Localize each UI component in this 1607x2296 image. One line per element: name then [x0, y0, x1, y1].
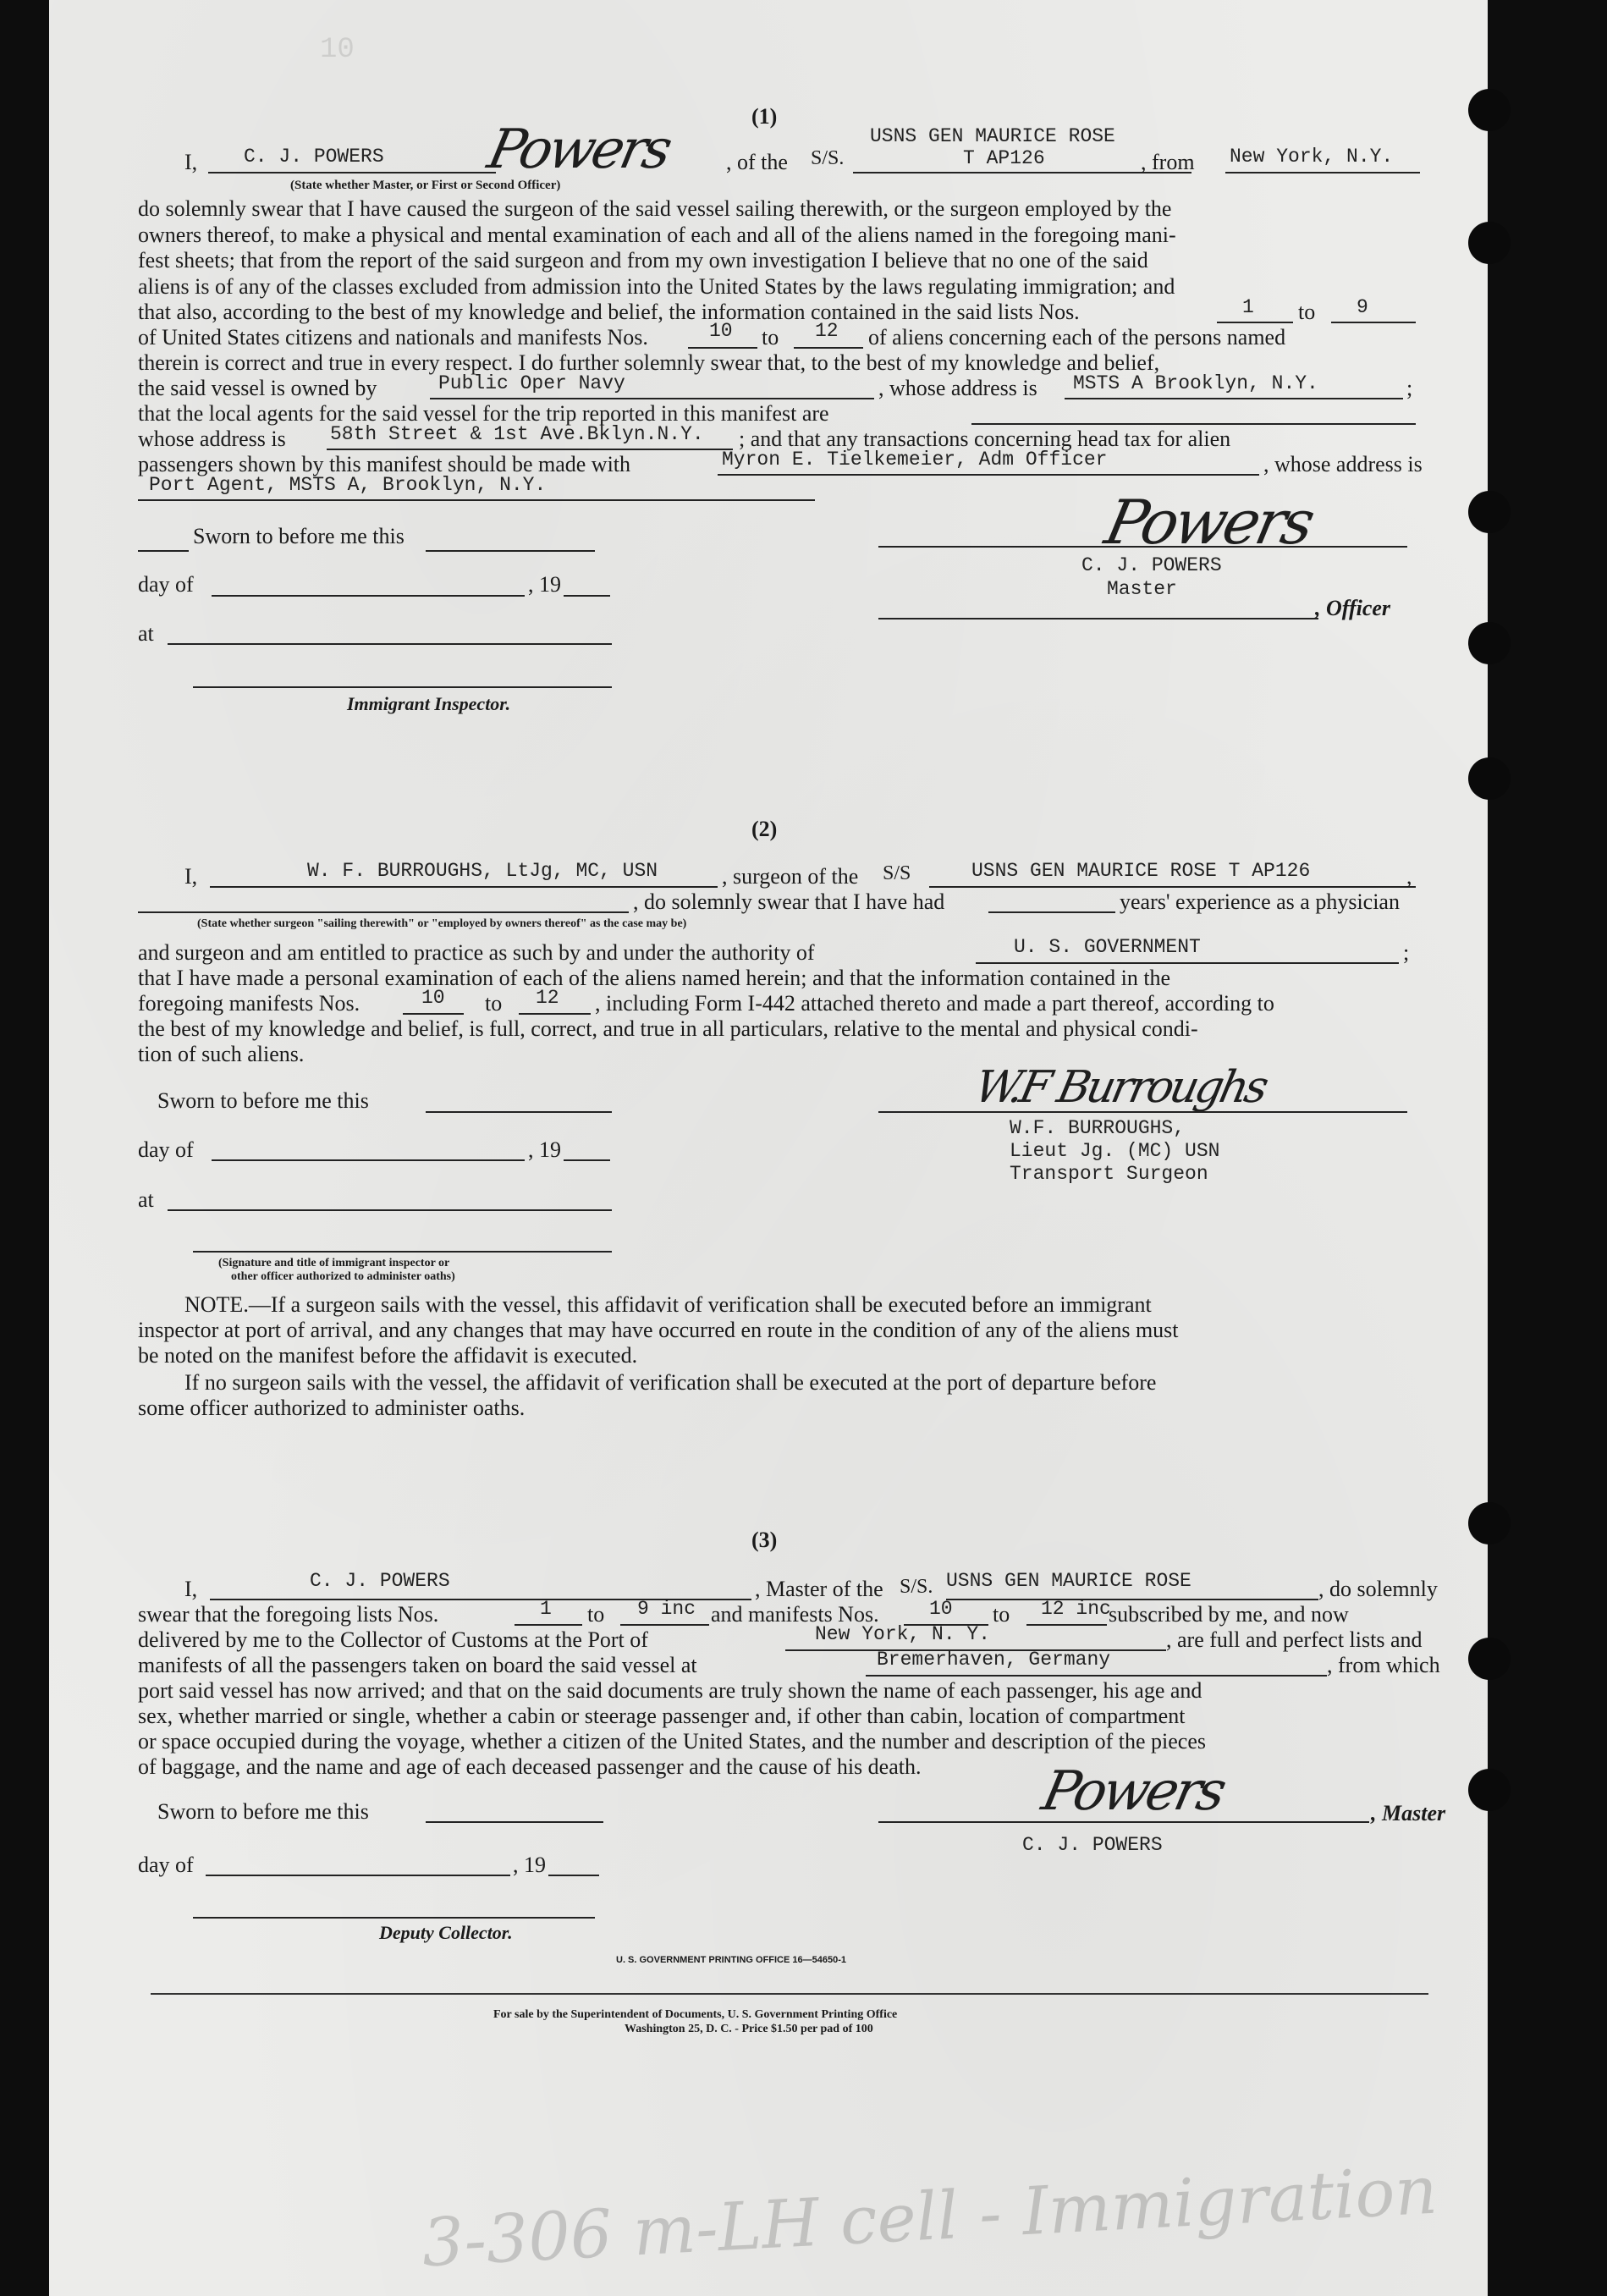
- surgeon-name: W. F. BURROUGHS, LtJg, MC, USN: [307, 860, 658, 882]
- of-the-label: , of the: [726, 150, 788, 174]
- sig-caption-line-1: (Signature and title of immigrant inspector or: [218, 1257, 450, 1269]
- section-2-line-7: tion of such aliens.: [138, 1042, 305, 1066]
- ss-label-3: S/S.: [900, 1576, 933, 1598]
- section-2-line-5a: foregoing manifests Nos.: [138, 991, 360, 1016]
- punch-hole: [1468, 757, 1511, 800]
- section-2-line-5b: , including Form I-442 attached thereto and made a part thereof, according to: [595, 991, 1274, 1016]
- section-3-line-8: of baggage, and the name and age of each deceased passenger and the cause of his death.: [138, 1754, 922, 1779]
- oath-line-8a: the said vessel is owned by: [138, 376, 377, 400]
- ss-label: S/S.: [811, 147, 845, 169]
- section-2-line-2a: , do solemnly swear that I have had: [633, 889, 945, 914]
- master-signature-2: Powers: [1099, 487, 1318, 558]
- comma: ,: [1406, 864, 1412, 889]
- punch-hole: [1468, 1769, 1511, 1811]
- year-label-2: , 19: [528, 1137, 561, 1162]
- at-label-2: at: [138, 1187, 154, 1212]
- manifests-from-2: 10: [421, 987, 445, 1009]
- year-label-3: , 19: [513, 1853, 546, 1877]
- owner-address: MSTS A Brooklyn, N.Y.: [1073, 372, 1318, 394]
- head-tax-contact: Myron E. Tielkemeier, Adm Officer: [722, 449, 1108, 471]
- oath-line-7: therein is correct and true in every respect. I do further solemnly swear that, to the best of my knowledge and belief,: [138, 350, 1160, 375]
- vessel-name: USNS GEN MAURICE ROSE: [870, 125, 1115, 147]
- section-3-line-6: sex, whether married or single, whether a cabin or steerage passenger and, if other than cabin, location of compartment: [138, 1704, 1186, 1728]
- officer-name: C. J. POWERS: [244, 146, 384, 168]
- manifests-from-3: 10: [929, 1598, 953, 1620]
- manifests-to-2: 12: [536, 987, 559, 1009]
- surgeon-signature: W.F Burroughs: [970, 1062, 1270, 1113]
- signed-name-1: C. J. POWERS: [1081, 554, 1222, 576]
- departure-port-1: New York, N.Y.: [1230, 146, 1394, 168]
- oath-line-10a: whose address is: [138, 427, 286, 451]
- section-3-line-3b: , are full and perfect lists and: [1166, 1627, 1423, 1652]
- manifests-to-1: 12: [815, 320, 839, 342]
- oath-line-11b: , whose address is: [1263, 452, 1423, 476]
- section-2-line-6: the best of my knowledge and belief, is full, correct, and true in all particulars, relative to the mental and physical condi-: [138, 1016, 1198, 1041]
- sig-caption-line-2: other officer authorized to administer oaths): [231, 1270, 455, 1283]
- document-page: [49, 0, 1488, 2296]
- at-label-1: at: [138, 621, 154, 646]
- punch-hole: [1468, 1502, 1511, 1544]
- surgeon-signed-rank: Lieut Jg. (MC) USN: [1010, 1140, 1220, 1162]
- year-label-1: , 19: [528, 572, 561, 597]
- oath-line-8b: , whose address is: [878, 376, 1037, 400]
- section-2-line-4: that I have made a personal examination of each of the aliens named herein; and that the information contained in the: [138, 966, 1171, 990]
- master-of-label: , Master of the: [755, 1577, 883, 1601]
- section-3-line-5: port said vessel has now arrived; and that on the said documents are truly shown the name of each passenger, his age and: [138, 1678, 1202, 1703]
- lists-from: 1: [1242, 296, 1254, 318]
- practice-authority: U. S. GOVERNMENT: [1014, 936, 1201, 958]
- master-suffix: , Master: [1371, 1801, 1446, 1825]
- to-label: to: [762, 325, 779, 350]
- bleed-through-mark: 10: [320, 34, 355, 66]
- section-1-oath: do solemnly swear that I have caused the surgeon of the said vessel sailing therewith, or the surgeon employed by the owners thereof, to make a physical and mental examination of each and all of the aliens named in the foregoing mani- fest sheets; that from the report of the said surgeon and from my own investigation I believe that no one of the said aliens is of any of the classes excluded from admission into the United States by the laws regulating immigration; and: [138, 196, 1176, 299]
- note-1-line-3: be noted on the manifest before the affidavit is executed.: [138, 1343, 638, 1368]
- to-label: to: [993, 1602, 1010, 1627]
- deputy-collector-label: Deputy Collector.: [379, 1922, 513, 1943]
- to-label: to: [587, 1602, 605, 1627]
- vessel-name-3: USNS GEN MAURICE ROSE: [946, 1570, 1191, 1592]
- agent-address: 58th Street & 1st Ave.Bklyn.N.Y.: [330, 423, 704, 445]
- sworn-label-2: Sworn to before me this: [157, 1088, 369, 1113]
- immigrant-inspector-label: Immigrant Inspector.: [347, 693, 511, 714]
- oath-line-6a: of United States citizens and nationals and manifests Nos.: [138, 325, 648, 350]
- signed-title-1: Master: [1107, 578, 1177, 600]
- section-3-line-1b: , do solemnly: [1318, 1577, 1438, 1601]
- contact-address: Port Agent, MSTS A, Brooklyn, N.Y.: [149, 474, 547, 496]
- sworn-label-1: Sworn to before me this: [193, 524, 405, 548]
- surgeon-signed-title: Transport Surgeon: [1010, 1163, 1208, 1185]
- gpo-imprint: U. S. GOVERNMENT PRINTING OFFICE 16—54650-1: [616, 1955, 847, 1965]
- section-3-line-7: or space occupied during the voyage, whether a citizen of the United States, and the number and description of the pieces: [138, 1729, 1207, 1754]
- handwritten-annotation: 3-306 m-LH cell - Immigration: [420, 2152, 1439, 2282]
- section-3-line-4b: , from which: [1327, 1653, 1440, 1677]
- punch-hole: [1468, 622, 1511, 664]
- arrival-port: New York, N. Y.: [815, 1623, 991, 1645]
- section-1-number: (1): [751, 104, 778, 129]
- section-2-i: I,: [184, 864, 198, 889]
- semicolon: ;: [1406, 376, 1413, 400]
- vessel-owner: Public Oper Navy: [438, 372, 625, 394]
- signed-name-3: C. J. POWERS: [1022, 1834, 1163, 1856]
- surgeon-signed-name: W.F. BURROUGHS,: [1010, 1117, 1186, 1139]
- note-2-line-1: If no surgeon sails with the vessel, the affidavit of verification shall be executed at the port of departure before: [184, 1370, 1157, 1395]
- oath-line-9: that the local agents for the said vessel for the trip reported in this manifest are: [138, 401, 829, 426]
- note-1-line-2: inspector at port of arrival, and any changes that may have occurred en route in the condition of any of the aliens must: [138, 1318, 1179, 1342]
- section-3-line-3a: delivered by me to the Collector of Customs at the Port of: [138, 1627, 648, 1652]
- section-1-i: I,: [184, 150, 198, 174]
- note-1-line-1: NOTE.—If a surgeon sails with the vessel, this affidavit of verification shall be executed before an immigrant: [184, 1292, 1152, 1317]
- note-2-line-2: some officer authorized to administer oaths.: [138, 1396, 526, 1420]
- sale-line-2: Washington 25, D. C. - Price $1.50 per pad of 100: [625, 2023, 873, 2035]
- sale-line-1: For sale by the Superintendent of Documents, U. S. Government Printing Office: [493, 2008, 898, 2021]
- section-2-line-2b: years' experience as a physician: [1120, 889, 1400, 914]
- manifests-to-3: 12 inc: [1041, 1598, 1111, 1620]
- oath-line-5: that also, according to the best of my knowledge and belief, the information contained in the said lists Nos.: [138, 300, 1080, 324]
- day-of-label-3: day of: [138, 1853, 194, 1877]
- section-2-number: (2): [751, 817, 778, 841]
- officer-caption: (State whether Master, or First or Second Officer): [290, 179, 561, 192]
- day-of-label-1: day of: [138, 572, 194, 597]
- to-label: to: [485, 991, 503, 1016]
- oath-line-11a: passengers shown by this manifest should be made with: [138, 452, 631, 476]
- oath-line-6b: of aliens concerning each of the persons named: [868, 325, 1286, 350]
- section-3-i: I,: [184, 1577, 198, 1601]
- surgeon-caption: (State whether surgeon "sailing therewith" or "employed by owners thereof" as the case may be): [197, 917, 687, 930]
- section-3-line-4a: manifests of all the passengers taken on board the said vessel at: [138, 1653, 697, 1677]
- semicolon-2: ;: [1403, 940, 1410, 965]
- punch-hole: [1468, 491, 1511, 533]
- master-name-3: C. J. POWERS: [310, 1570, 450, 1592]
- punch-hole: [1468, 89, 1511, 131]
- lists-to-3: 9 inc: [637, 1598, 696, 1620]
- ss-label-2: S/S: [883, 862, 911, 884]
- vessel-designation: T AP126: [963, 147, 1045, 169]
- departure-port-3: Bremerhaven, Germany: [877, 1649, 1111, 1671]
- sworn-label-3: Sworn to before me this: [157, 1799, 369, 1824]
- day-of-label-2: day of: [138, 1137, 194, 1162]
- lists-to: 9: [1357, 296, 1368, 318]
- section-2-line-3: and surgeon and am entitled to practice as such by and under the authority of: [138, 940, 815, 965]
- lists-from-3: 1: [540, 1598, 552, 1620]
- subscribed-label: subscribed by me, and now: [1109, 1602, 1349, 1627]
- officer-suffix: , Officer: [1315, 596, 1391, 620]
- to-label: to: [1298, 300, 1316, 324]
- vessel-name-2: USNS GEN MAURICE ROSE T AP126: [971, 860, 1311, 882]
- master-signature-3: Powers: [1037, 1760, 1229, 1823]
- punch-hole: [1468, 222, 1511, 264]
- section-3-number: (3): [751, 1528, 778, 1552]
- from-label: , from: [1141, 150, 1195, 174]
- punch-hole: [1468, 1638, 1511, 1680]
- manifests-from-1: 10: [709, 320, 733, 342]
- master-signature-1: Powers: [482, 118, 674, 181]
- surgeon-of-label: , surgeon of the: [722, 864, 859, 889]
- footer-rule: [151, 1993, 1428, 1995]
- section-3-line-2a: swear that the foregoing lists Nos.: [138, 1602, 439, 1627]
- and-manifests-label: and manifests Nos.: [711, 1602, 879, 1627]
- oath-line-10b: ; and that any transactions concerning head tax for alien: [739, 427, 1231, 451]
